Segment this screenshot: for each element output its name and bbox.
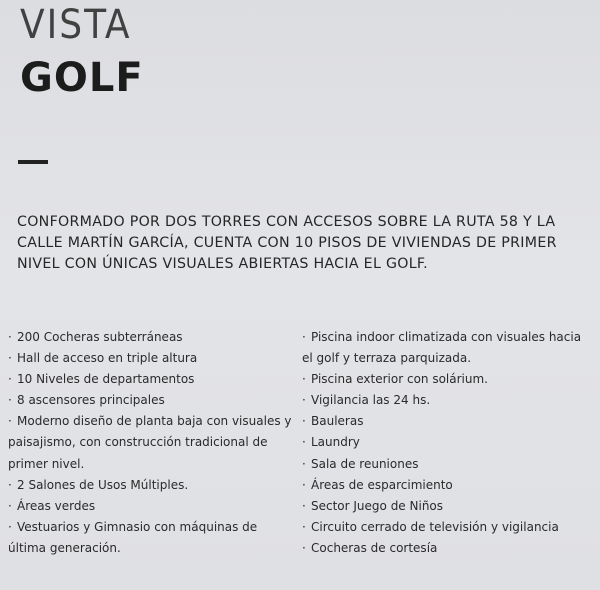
feature-item: · Vigilancia las 24 hs. [302,390,592,411]
features-right-list [302,327,592,559]
bullet-icon: · [8,372,12,387]
feature-item: · 8 ascensores principales [8,390,296,411]
title-golf: GOLF [20,55,144,101]
feature-item: · Circuito cerrado de televisión y vigilancia [302,517,592,538]
bullet-icon: · [302,519,306,534]
bullet-icon: · [302,540,306,555]
feature-item: · Moderno diseño de planta baja con visuales y paisajismo, con construcción tradicional de primer nivel. [8,411,296,474]
feature-item: · Áreas de esparcimiento [302,475,592,496]
bullet-icon: · [8,393,12,408]
feature-item: · Cocheras de cortesía [302,538,592,559]
feature-item: · Sector Juego de Niños [302,496,592,517]
feature-item: · Bauleras [302,411,592,432]
feature-item: · Vestuarios y Gimnasio con máquinas de última generación. [8,517,296,559]
bullet-icon: · [302,477,306,492]
bullet-icon: · [302,414,306,429]
intro-paragraph: CONFORMADO POR DOS TORRES CON ACCESOS SOBRE LA RUTA 58 Y LA CALLE MARTÍN GARCÍA, CUENTA CON 10 PISOS DE VIVIENDAS DE PRIMER NIVEL CON ÚNICAS VISUALES ABIERTAS HACIA EL GOLF. [17,214,557,272]
bullet-icon: · [302,372,306,387]
feature-item: · Laundry [302,432,592,453]
feature-item: · 2 Salones de Usos Múltiples. [8,475,296,496]
bullet-icon: · [8,498,12,513]
bullet-icon: · [8,351,12,366]
bullet-icon: · [302,330,306,344]
feature-item: · Piscina indoor climatizada con visuales hacia el golf y terraza parquizada. [302,327,592,369]
bullet-icon: · [302,393,306,408]
bullet-icon: · [8,414,12,429]
bullet-icon: · [302,435,306,450]
bullet-icon: · [8,330,12,344]
feature-item: · Áreas verdes [8,496,296,517]
feature-item: · Sala de reuniones [302,454,592,475]
feature-item: · 200 Cocheras subterráneas [8,327,296,348]
bullet-icon: · [8,519,12,534]
bullet-icon: · [302,498,306,513]
features-left-list [8,327,296,559]
feature-item: · 10 Niveles de departamentos [8,369,296,390]
title-divider [18,160,48,164]
title-vista: VISTA [20,2,132,48]
bullet-icon: · [302,456,306,471]
feature-item: · Piscina exterior con solárium. [302,369,592,390]
bullet-icon: · [8,477,12,492]
feature-item: · Hall de acceso en triple altura [8,348,296,369]
